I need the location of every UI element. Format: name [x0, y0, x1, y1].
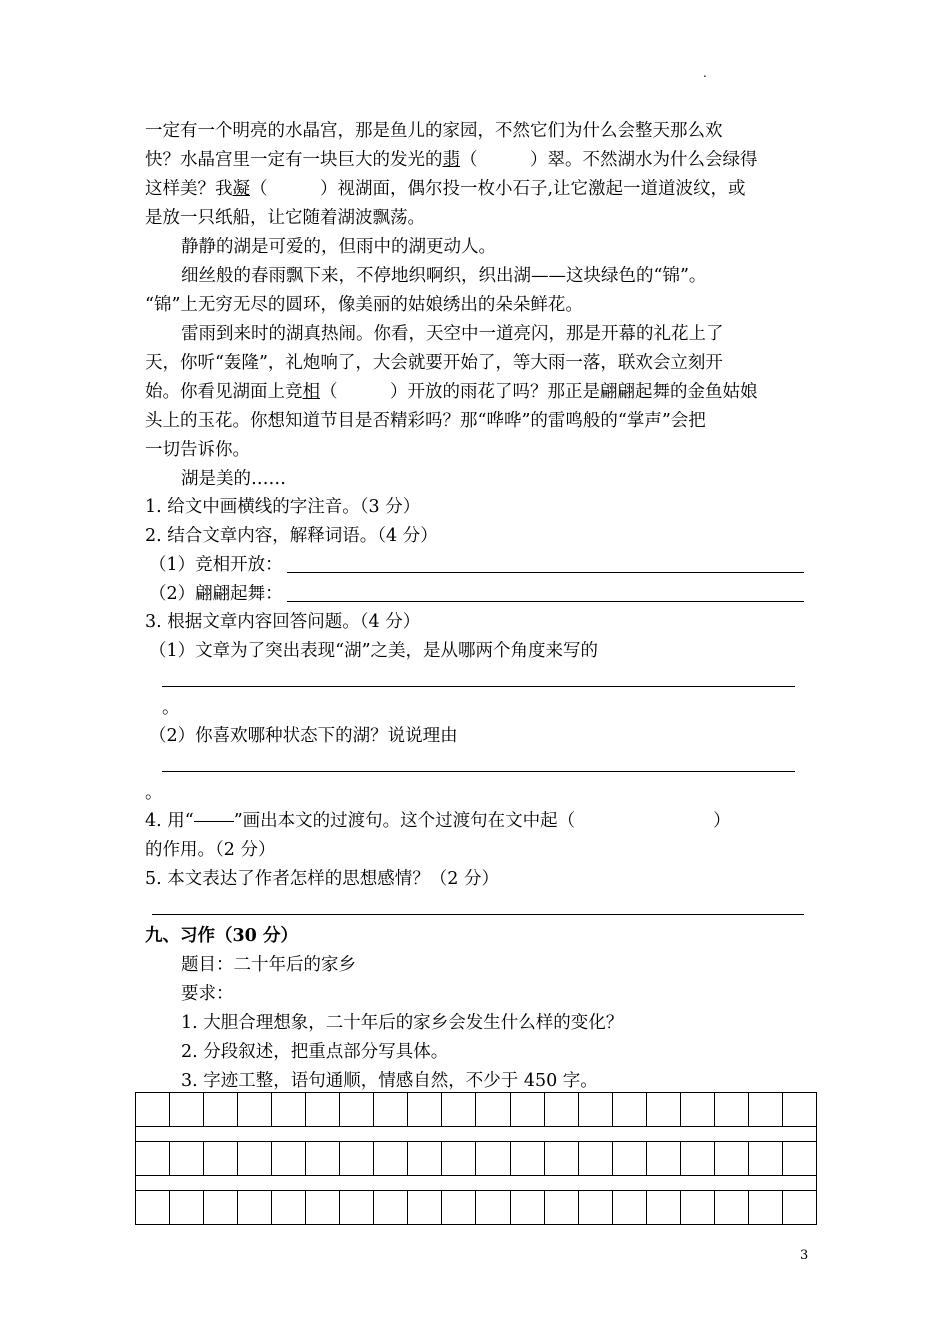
- passage-para-4-line-5: 一切告诉你。: [145, 440, 250, 460]
- composition-requirements-label: 要求：: [181, 984, 234, 1004]
- answer-line-3-2[interactable]: [162, 771, 795, 772]
- passage-para-4-line-2: 天，你听“轰隆”，礼炮响了，大会就要开始了，等大雨一落，联欢会立刻开: [145, 353, 723, 373]
- passage-line-4: 是放一只纸船，让它随着湖波飘荡。: [145, 208, 425, 228]
- answer-line-2-2[interactable]: [287, 601, 804, 602]
- header-dot: .: [703, 66, 707, 80]
- passage-para-3-line-2: “锦”上无穷无尽的圆环，像美丽的姑娘绣出的朵朵鲜花。: [145, 295, 583, 315]
- question-1: 1. 给文中画横线的字注音。（3 分）: [145, 497, 421, 517]
- question-3-2-end: 。: [145, 783, 163, 803]
- passage-line-3: 这样美？我凝（ ）视湖面，偶尔投一枚小石子,让它激起一道道波纹，或: [145, 179, 746, 199]
- page-number: 3: [800, 1248, 809, 1263]
- inline-underline-sample: [194, 821, 234, 822]
- question-4: 4. 用“ ”画出本文的过渡句。这个过渡句在文中起（ ）: [145, 811, 731, 831]
- question-3: 3. 根据文章内容回答问题。（4 分）: [145, 612, 421, 632]
- writing-grid-row[interactable]: [135, 1141, 817, 1176]
- question-2-1: （1）竞相开放：: [149, 555, 283, 575]
- underlined-char: 相: [302, 382, 320, 402]
- composition-topic: 题目：二十年后的家乡: [181, 955, 356, 975]
- underlined-char: 翡: [442, 150, 460, 170]
- writing-grid-gap: [135, 1176, 817, 1190]
- underlined-char: 凝: [232, 179, 250, 199]
- answer-line-3-1[interactable]: [162, 686, 795, 687]
- passage-para-4-line-1: 雷雨到来时的湖真热闹。你看，天空中一道亮闪，那是开幕的礼花上了: [181, 324, 724, 344]
- question-4-line-2: 的作用。（2 分）: [145, 840, 276, 860]
- answer-line-2-1[interactable]: [287, 572, 804, 573]
- passage-para-2: 静静的湖是可爱的，但雨中的湖更动人。: [181, 237, 496, 257]
- passage-para-4-line-3: 始。你看见湖面上竞相（ ）开放的雨花了吗？那正是翩翩起舞的金鱼姑娘: [145, 382, 758, 402]
- question-5: 5. 本文表达了作者怎样的思想感情？（2 分）: [145, 869, 499, 889]
- passage-para-3-line-1: 细丝般的春雨飘下来，不停地织啊织，织出湖——这块绿色的“锦”。: [181, 266, 707, 286]
- question-3-1: （1）文章为了突出表现“湖”之美，是从哪两个角度来写的: [149, 641, 599, 661]
- writing-grid-row[interactable]: [135, 1092, 817, 1127]
- question-2-2: （2）翩翩起舞：: [149, 584, 283, 604]
- question-2: 2. 结合文章内容，解释词语。（4 分）: [145, 526, 438, 546]
- composition-requirement-3: 3. 字迹工整，语句通顺，情感自然，不少于 450 字。: [181, 1071, 598, 1091]
- passage-line-2: 快？水晶宫里一定有一块巨大的发光的翡（ ）翠。不然湖水为什么会绿得: [145, 150, 758, 170]
- composition-heading: 九、习作（30 分）: [145, 926, 298, 946]
- composition-requirement-2: 2. 分段叙述，把重点部分写具体。: [181, 1042, 449, 1062]
- passage-para-5: 湖是美的……: [181, 469, 286, 489]
- writing-grid-row[interactable]: [135, 1190, 817, 1225]
- writing-grid-gap: [135, 1127, 817, 1141]
- question-3-2: （2）你喜欢哪种状态下的湖？说说理由: [149, 726, 458, 746]
- passage-para-4-line-4: 头上的玉花。你想知道节目是否精彩吗？那“哗哗”的雷鸣般的“掌声”会把: [145, 411, 706, 431]
- answer-line-5[interactable]: [152, 914, 804, 915]
- composition-requirement-1: 1. 大胆合理想象，二十年后的家乡会发生什么样的变化？: [181, 1013, 624, 1033]
- question-3-1-end: 。: [162, 698, 180, 718]
- passage-line-1: 一定有一个明亮的水晶宫，那是鱼儿的家园，不然它们为什么会整天那么欢: [145, 121, 723, 141]
